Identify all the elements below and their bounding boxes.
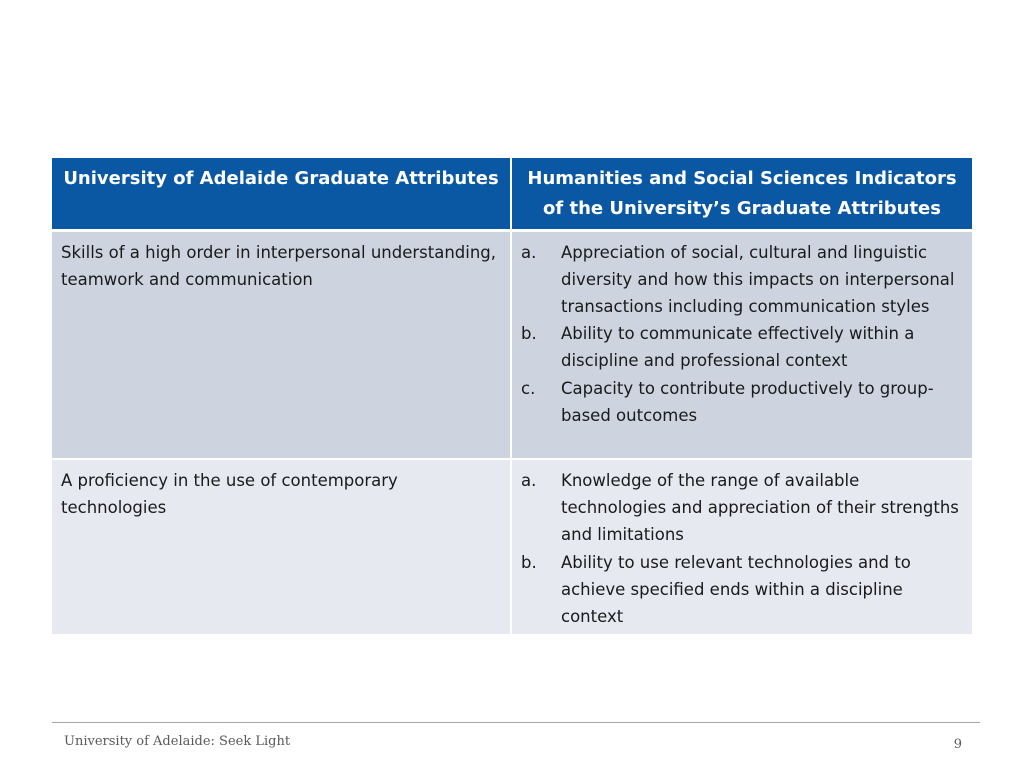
indicator-marker: b. [521,552,537,572]
indicator-text: Capacity to contribute productively to group-based outcomes [561,378,934,425]
indicator-marker: b. [521,324,537,344]
footer-text: University of Adelaide: Seek Light [64,734,291,749]
header-hss-indicators: Humanities and Social Sciences Indicators of the University’s Graduate Attributes [511,158,972,230]
indicator-text: Ability to communicate effectively within a discipline and professional context [561,324,915,371]
header-graduate-attributes: University of Adelaide Graduate Attributes [52,158,511,230]
indicator-item [521,320,964,374]
indicator-list [521,467,964,630]
indicator-text: Ability to use relevant technologies and to achieve specified ends within a discipline context [561,552,911,627]
indicator-list [521,239,964,429]
attribute-cell: A proficiency in the use of contemporary technologies [52,459,511,635]
indicator-marker: c. [521,378,536,398]
table-row [52,459,972,635]
graduate-attributes-table [52,158,972,636]
table-row [52,230,972,459]
indicator-marker: a. [521,242,537,262]
footer-divider [52,722,980,723]
indicator-marker: a. [521,471,537,490]
indicators-cell [511,230,972,459]
indicator-item [521,467,964,549]
indicator-text: Appreciation of social, cultural and linguistic diversity and how this impacts on interpersonal transactions including communication styles [561,242,955,316]
indicator-item [521,239,964,321]
indicator-item [521,375,964,429]
indicator-item [521,549,964,631]
table-header-row [52,158,972,230]
indicators-cell [511,459,972,635]
indicator-text: Knowledge of the range of available technologies and appreciation of their strengths and limitations [561,471,959,545]
page-number: 9 [953,737,962,752]
attribute-cell: Skills of a high order in interpersonal understanding, teamwork and communication [52,230,511,459]
